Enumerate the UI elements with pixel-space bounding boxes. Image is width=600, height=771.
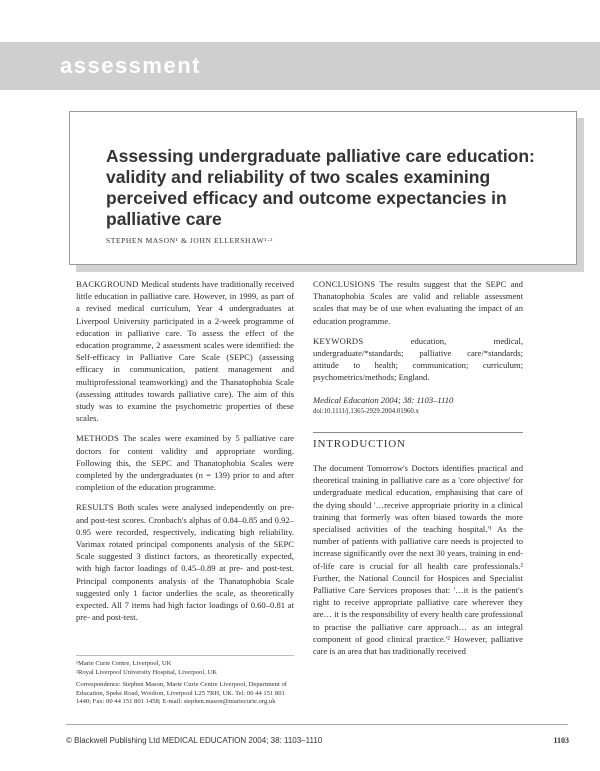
results-text: Both scales were analysed independently on pre- and post-test scores. Cronbach's alphas of 0.84–0.85 and 0.92–0.95 were recorded, respectively, indicating high reliability. Varimax rotated principal components analysis of the SEPC Scale suggested 3 distinct factors, as theoretically expected, with high factor loadings of 0.45–0.89 at pre- and post-test. Principal components analysis of the Thanatophobia Scale suggested only 1 factor underlies the scale, as theoretically expected. All 7 items had high factor loadings of 0.60–0.81 at pre- and post-test. [76, 502, 294, 623]
background-label: BACKGROUND [76, 279, 139, 289]
keywords-label: KEYWORDS [313, 335, 364, 346]
abstract-conclusions [313, 278, 523, 327]
affiliation-1: ¹Marie Curie Centre, Liverpool, UK [76, 660, 172, 667]
intro-column [313, 462, 523, 665]
abstract-keywords [313, 335, 523, 384]
affiliations [76, 660, 294, 707]
abstract-methods [76, 432, 294, 493]
footer-copyright: © Blackwell Publishing Ltd MEDICAL EDUCATION 2004; 38: 1103–1110 [66, 736, 323, 745]
section-band [0, 42, 600, 90]
conclusions-text: The results suggest that the SEPC and Thanatophobia Scales are valid and reliable assessment scales that may be of use when evaluating the impact of an education programme. [313, 279, 523, 326]
abstract-results [76, 501, 294, 623]
intro-rule [313, 432, 523, 433]
intro-text: The document Tomorrow's Doctors identifies practical and theoretical training in palliative care as a 'core objective' for undergraduate medical education, emphasising that care of the dying should '…receive appropriate priority in a clinical training that formerly was often biased towards the more specialised activities of the teaching hospital.'¹ As the number of patients with palliative care needs is projected to increase significantly over the next 30 years, training in end-of-life care is crucial for all health care professionals.² Further, the National Council for Hospices and Specialist Palliative Care Services proposes that: '…it is the patient's right to receive appropriate palliative care wherever they are… it is the responsibility of every health care professional to practise the palliative care approach… as an integral component of good clinical practice.'² However, palliative care is an area that has traditionally received [313, 463, 523, 657]
section-label: assessment [60, 53, 201, 78]
background-text: Medical students have traditionally received little education in palliative care. However, in 1999, as part of a revised medical curriculum, Year 4 undergraduates at Liverpool University participated in a 2-week programme of education in palliative care. To assess the effect of the education programme, 2 assessment scales were identified: the Self-efficacy in Palliative Care Scale (SEPC) (assessing efficacy in communication, patient management and multiprofessional teamworking) and the Thanatophobia Scale (assessing attitudes towards palliative care). The aim of this study was to examine the psychometric properties of these scales. [76, 279, 294, 424]
footer-rule [66, 724, 568, 725]
article-title: Assessing undergraduate palliative care education: validity and reliability of two scales examining perceived efficacy and outcome expectancies in palliative care [106, 146, 535, 229]
title-box [69, 111, 577, 265]
affiliation-rule [76, 655, 294, 656]
methods-label: METHODS [76, 433, 119, 444]
doi: doi:10.1111/j.1365-2929.2004.01960.x [313, 407, 419, 415]
page-number: 1103 [553, 736, 569, 745]
authors: STEPHEN MASON¹ & JOHN ELLERSHAW¹·² [106, 236, 273, 245]
conclusions-label: CONCLUSIONS [313, 279, 376, 289]
results-label: RESULTS [76, 502, 114, 513]
abstract-right-column [313, 278, 523, 426]
affiliation-2: ²Royal Liverpool University Hospital, Liverpool, UK [76, 668, 217, 676]
methods-text: The scales were examined by 5 palliative care doctors for content validity and appropriate wording. Following this, the SEPC and Thanatophobia Scales were completed by the undergraduates (n = 139) prior to and after completion of the education programme. [76, 433, 294, 493]
abstract-background [76, 278, 294, 424]
abstract-left-column [76, 278, 294, 631]
keywords-text: education, medical, undergraduate/*standards; palliative care/*standards; attitude to health; communication; curriculum; psychometrics/methods; England. [313, 335, 523, 383]
intro-heading: INTRODUCTION [313, 438, 406, 450]
citation: Medical Education 2004; 38: 1103–1110 [313, 394, 454, 405]
correspondence: Correspondence: Stephen Mason, Marie Curie Centre Liverpool, Department of Education, Speke Road, Woolton, Liverpool L25 7RH, UK. Tel: 00 44 151 801 1440; Fax: 00 44 151 801 1458; E-mail: stephen.mason@mariecurie.org.uk [76, 681, 287, 706]
